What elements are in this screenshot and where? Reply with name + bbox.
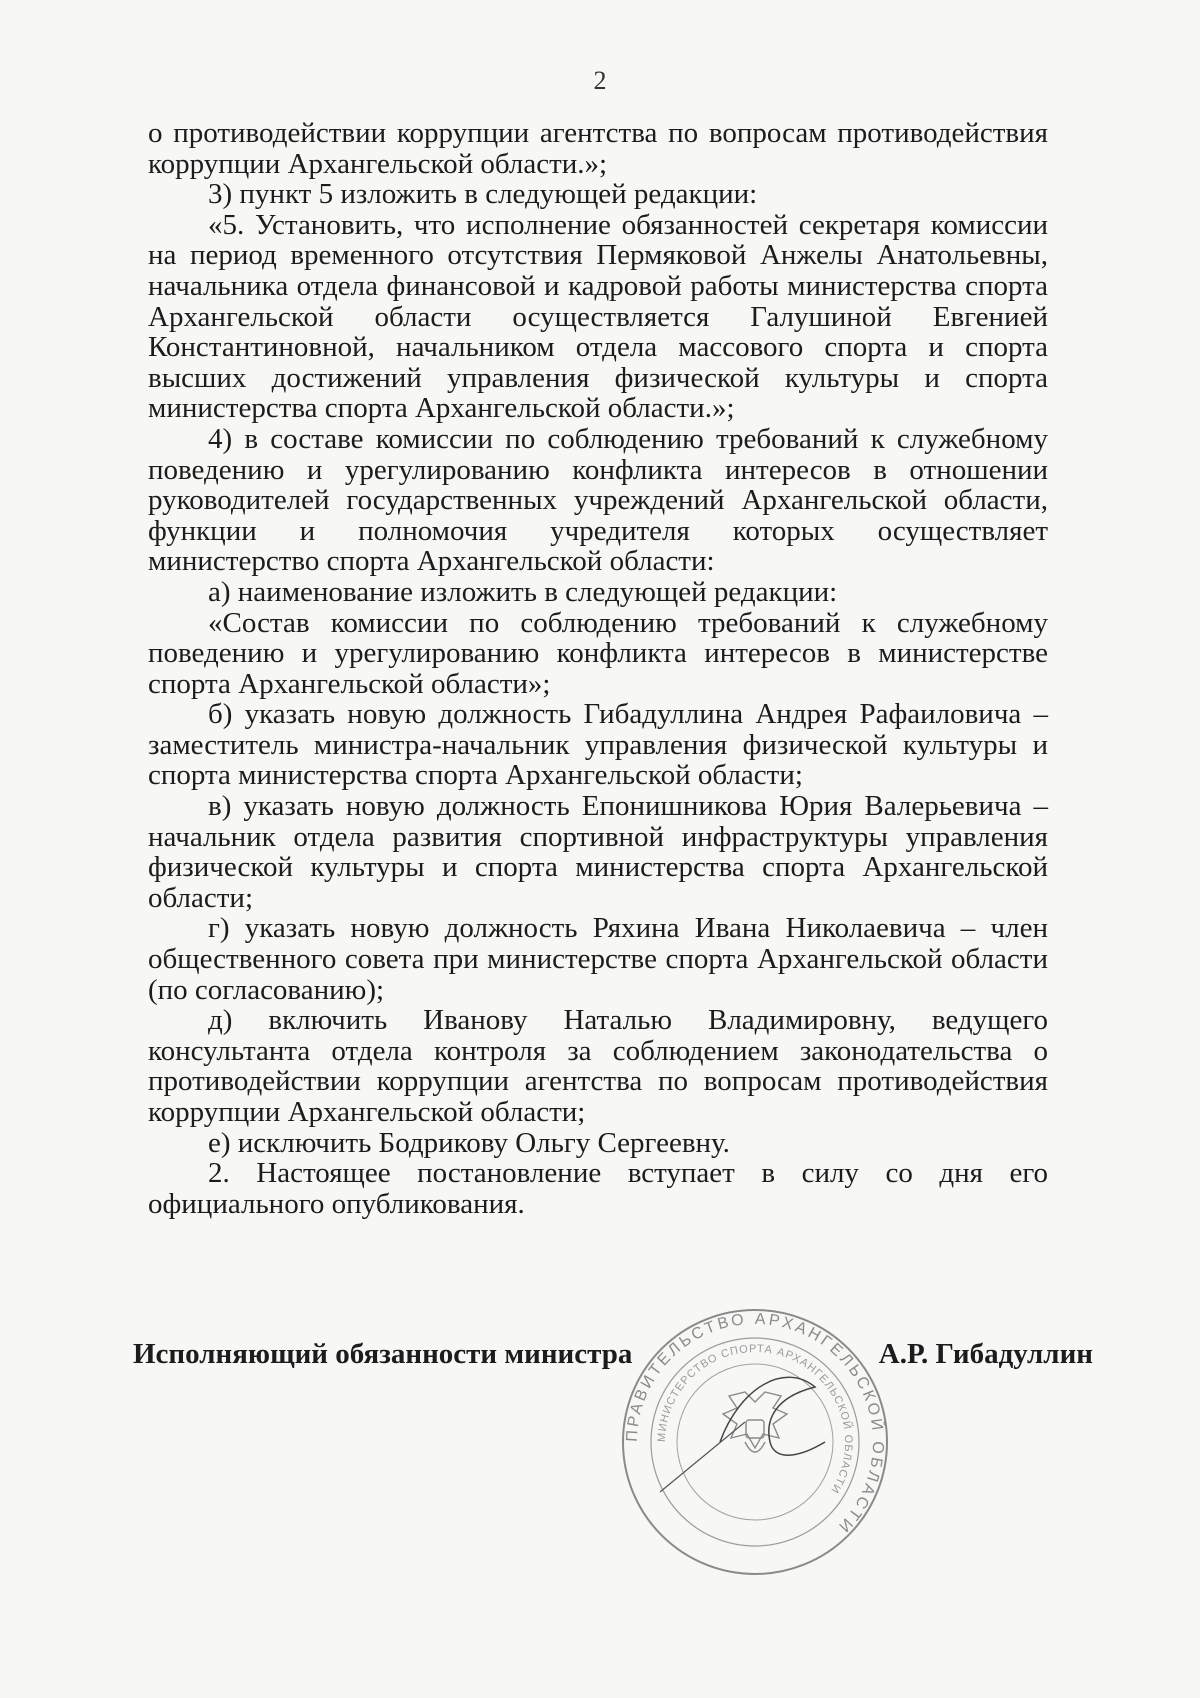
signature-stroke xyxy=(660,1422,745,1492)
paragraph: 2. Настоящее постановление вступает в силу со дня его официального опубликования. xyxy=(148,1157,1048,1220)
paragraph: «Состав комиссии по соблюдению требований к служебному поведению и урегулированию конфликта интересов в министерстве спорта Архангельской области»; xyxy=(148,606,1048,700)
paragraph: е) исключить Бодрикову Ольгу Сергеевну. xyxy=(208,1126,730,1159)
paragraph: а) наименование изложить в следующей редакции: xyxy=(208,575,838,608)
page-number: 2 xyxy=(593,66,607,95)
handwritten-signature xyxy=(720,1377,825,1455)
official-seal xyxy=(570,1292,940,1592)
seal-outer-text: ПРАВИТЕЛЬСТВО АРХАНГЕЛЬСКОЙ ОБЛАСТИ xyxy=(623,1310,887,1537)
paragraph: д) включить Иванову Наталью Владимировну, ведущего консультанта отдела контроля за соблюдением законодательства о противодействии коррупции агентства по вопросам противодействия коррупции Архангельской области; xyxy=(148,1004,1048,1128)
paragraph: г) указать новую должность Ряхина Ивана Николаевича – член общественного совета при министерстве спорта Архангельской области (по согласованию); xyxy=(148,912,1048,1006)
paragraph: о противодействии коррупции агентства по вопросам противодействия коррупции Архангельской области.»; xyxy=(148,117,1048,180)
signature-block xyxy=(133,1338,1093,1378)
paragraph: б) указать новую должность Гибадуллина Андрея Рафаиловича – заместитель министра-начальник управления физической культуры и спорта министерства спорта Архангельской области; xyxy=(148,698,1048,792)
paragraph: 4) в составе комиссии по соблюдению требований к служебному поведению и урегулированию конфликта интересов в отношении руководителей государственных учреждений Архангельской области, функции и полномочия учредителя которых осуществляет министерство спорта Архангельской области: xyxy=(148,422,1048,578)
signatory-name: А.Р. Гибадуллин xyxy=(878,1338,1093,1370)
signatory-title: Исполняющий обязанности министра xyxy=(133,1338,633,1370)
coat-of-arms-icon xyxy=(723,1392,787,1452)
document-body xyxy=(148,118,1048,1219)
paragraph: «5. Установить, что исполнение обязанностей секретаря комиссии на период временного отсутствия Пермяковой Анжелы Анатольевны, начальника отдела финансовой и кадровой работы министерства спорта Архангельской области осуществляется Галушиной Евгенией Константиновной, начальником отдела массового спорта и спорта высших достижений управления физической культуры и спорта министерства спорта Архангельской области.»; xyxy=(148,208,1048,425)
paragraph: 3) пункт 5 изложить в следующей редакции: xyxy=(208,178,758,211)
paragraph: в) указать новую должность Епонишникова Юрия Валерьевича – начальник отдела развития спортивной инфраструктуры управления физической культуры и спорта министерства спорта Архангельской области; xyxy=(148,790,1048,914)
seal-inner-text: МИНИСТЕРСТВО СПОРТА АРХАНГЕЛЬСКОЙ ОБЛАСТИ xyxy=(655,1342,855,1496)
